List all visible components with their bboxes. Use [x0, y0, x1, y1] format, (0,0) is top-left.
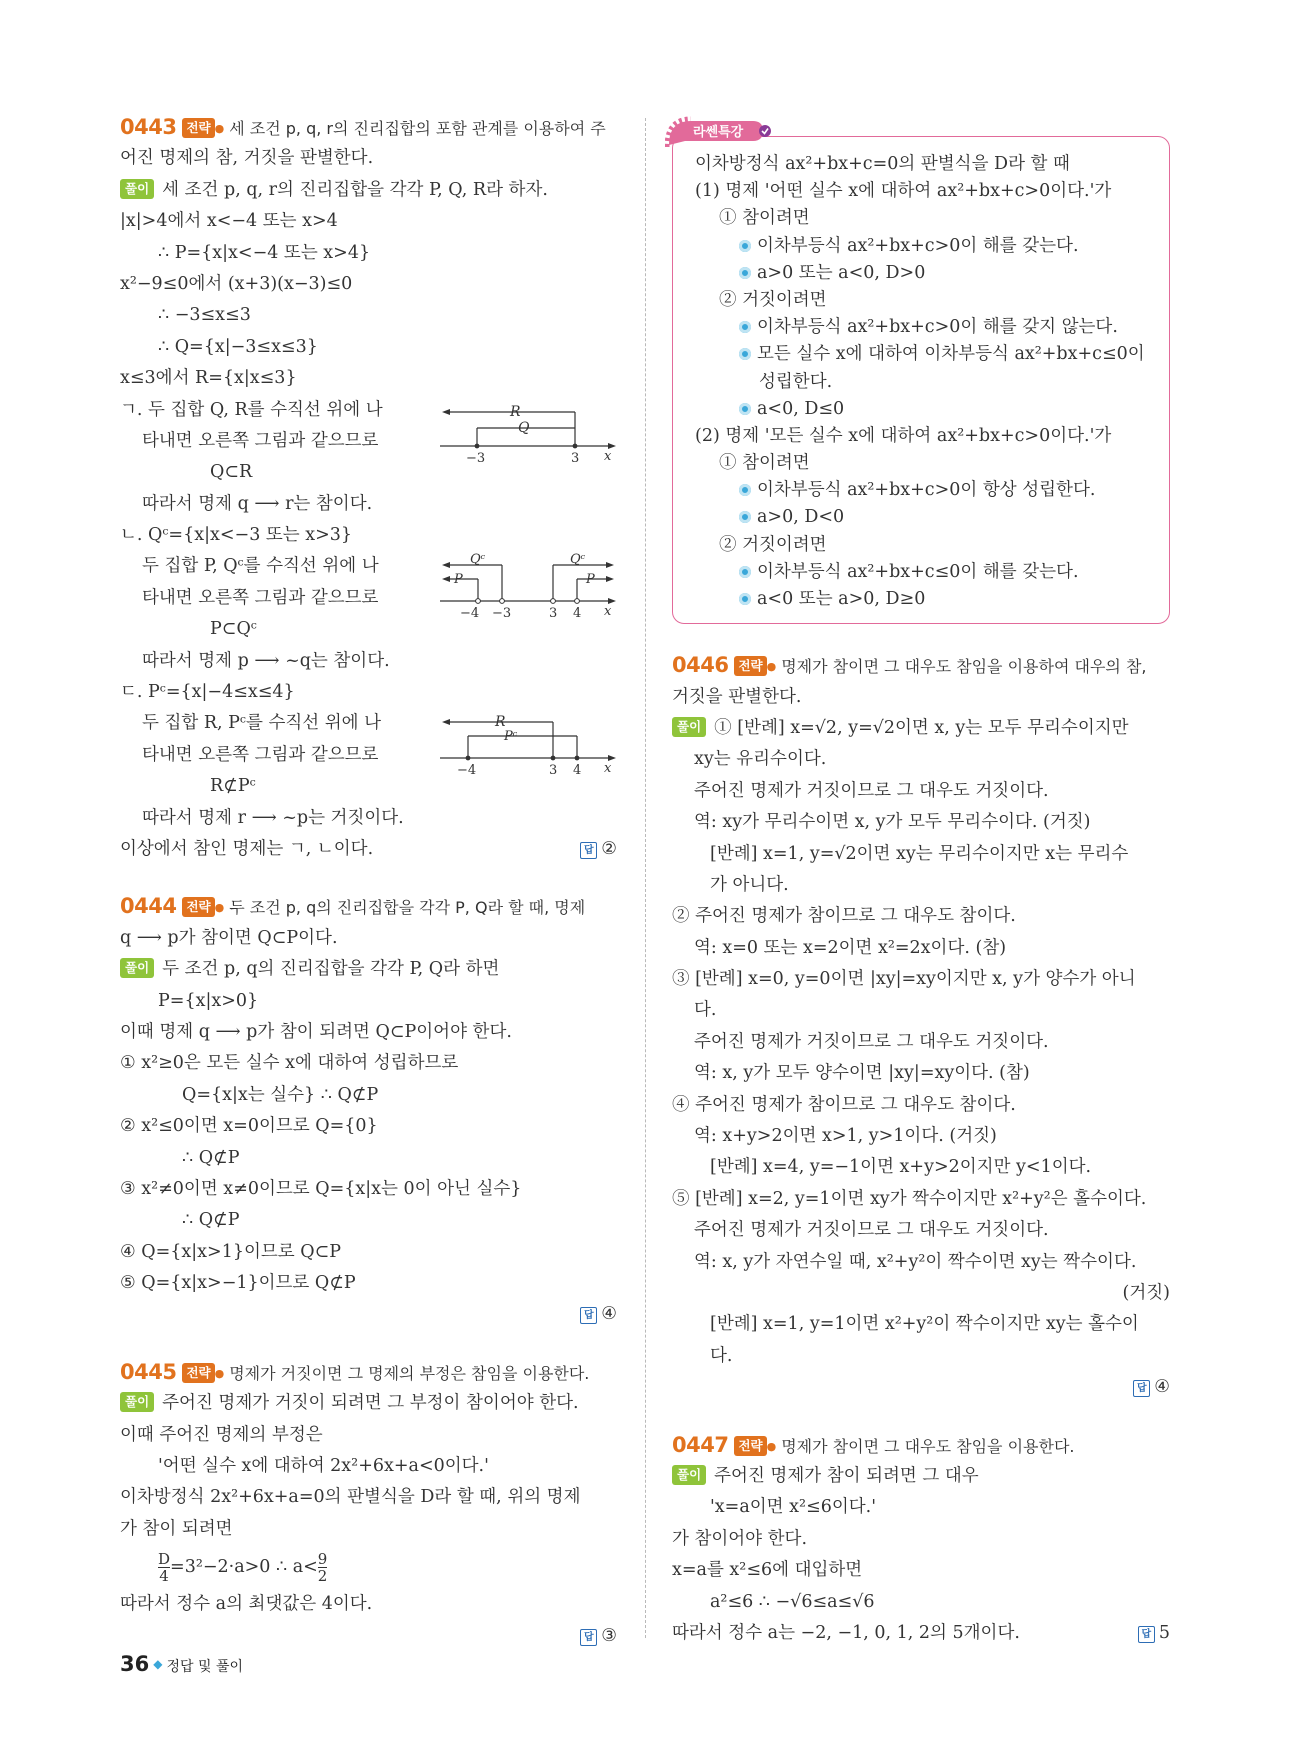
- solution-text: ① [반례] x=√2, y=√2이면 x, y는 모두 무리수이지만: [714, 717, 1129, 738]
- right-line: [672, 744, 1170, 775]
- left-line: [120, 520, 617, 551]
- left-line: [120, 803, 617, 834]
- tip-text: 모든 실수 x에 대하여 이차부등식 ax²+bx+c≤0이: [757, 344, 1145, 365]
- left-line: [120, 1080, 617, 1111]
- line-text: ∴ P={x|x<−4 또는 x>4}: [158, 242, 371, 263]
- left-line: [120, 1205, 617, 1236]
- tip-text: 성립한다.: [759, 371, 833, 392]
- right-line: [672, 1555, 1170, 1586]
- answer-icon: 답: [580, 1629, 597, 1646]
- solution-tag: 풀이: [672, 1465, 706, 1485]
- left-line: [120, 238, 617, 269]
- tip-line: [673, 450, 1169, 477]
- tip-content: [673, 151, 1169, 613]
- left-line: [120, 269, 617, 300]
- tip-line: [673, 341, 1169, 368]
- line-text: a²≤6 ∴ −√6≤a≤√6: [710, 1591, 875, 1612]
- tip-text: 이차방정식 ax²+bx+c=0의 판별식을 D라 할 때: [695, 154, 1070, 174]
- right-line: [672, 713, 1170, 744]
- fraction: [158, 1551, 170, 1584]
- solution-tag: 풀이: [120, 179, 154, 199]
- tip-line: [673, 314, 1169, 341]
- tip-text: (2) 명제 '모든 실수 x에 대하여 ax²+bx+c>0이다.'가: [695, 425, 1112, 446]
- problem-number: 0443: [120, 115, 177, 139]
- left-line: [120, 891, 617, 922]
- line-text: 역: xy가 무리수이면 x, y가 모두 무리수이다. (거짓): [694, 812, 1091, 833]
- left-line: [120, 300, 617, 331]
- strategy-tag: 전략: [182, 897, 214, 917]
- strategy-dot-icon: ●: [214, 901, 225, 915]
- diagram2-tick-4: 4: [573, 606, 582, 621]
- number-line-diagram-2: [440, 553, 620, 623]
- problem-strategy: 명제가 참이면 그 대우도 참임을 이용하여 대우의 참,: [781, 657, 1147, 677]
- line-text: 이차방정식 2x²+6x+a=0의 판별식을 D라 할 때, 위의 명제: [120, 1487, 581, 1508]
- solution-tag: 풀이: [120, 958, 154, 978]
- tip-line: [673, 151, 1169, 178]
- left-line: [120, 1482, 617, 1513]
- answer-value: 5: [1158, 1622, 1170, 1643]
- problem-number: 0444: [120, 894, 177, 919]
- line-text: ㄱ. 두 집합 Q, R를 수직선 위에 나: [120, 399, 383, 420]
- right-line: [672, 1461, 1170, 1492]
- left-line: [120, 1420, 617, 1451]
- line-text: P⊂Qᶜ: [210, 619, 257, 640]
- line-text: 가 참이어야 한다.: [672, 1528, 808, 1549]
- problem-number: 0446: [672, 653, 729, 678]
- line-text: 역: x, y가 모두 양수이면 |xy|=xy이다. (참): [694, 1063, 1030, 1084]
- left-line: [120, 1388, 617, 1419]
- left-line: [120, 1357, 617, 1388]
- line-text: ㄴ. Qᶜ={x|x<−3 또는 x>3}: [120, 525, 353, 546]
- line-text: '어떤 실수 x에 대하여 2x²+6x+a<0이다.': [158, 1456, 489, 1477]
- right-line: [672, 870, 1170, 901]
- tip-line: [673, 532, 1169, 559]
- tip-line: [673, 178, 1169, 205]
- right-line: [672, 1215, 1170, 1246]
- line-text: R⊄Pᶜ: [210, 776, 256, 797]
- solution-tag: 풀이: [672, 717, 706, 737]
- diagram2-label-a: Qᶜ: [470, 553, 486, 567]
- tip-line: [673, 233, 1169, 260]
- line-text: 주어진 명제가 거짓이므로 그 대우도 거짓이다.: [694, 1031, 1049, 1052]
- tip-line: [673, 423, 1169, 450]
- strategy-tag: 전략: [734, 656, 766, 676]
- left-line: [120, 1621, 617, 1652]
- line-text: [반례] x=1, y=√2이면 xy는 무리수이지만 x는 무리수: [710, 843, 1129, 864]
- bullet-icon: [739, 240, 751, 252]
- right-line: [672, 1524, 1170, 1555]
- strategy-tag: 전략: [182, 1363, 214, 1383]
- tip-line: [673, 504, 1169, 531]
- left-line: [120, 1017, 617, 1048]
- line-text: 주어진 명제가 거짓이므로 그 대우도 거짓이다.: [694, 780, 1049, 801]
- left-gap: [120, 1331, 617, 1357]
- page-number: 36: [120, 1652, 150, 1676]
- right-line: [672, 1618, 1170, 1649]
- line-text: q ⟶ p가 참이면 Q⊂P이다.: [120, 927, 338, 948]
- solution-text: 주어진 명제가 거짓이 되려면 그 부정이 참이어야 한다.: [162, 1393, 579, 1414]
- footer-dot-icon: ◆: [153, 1657, 163, 1671]
- line-text: ④ 주어진 명제가 참이므로 그 대우도 참이다.: [672, 1094, 1016, 1115]
- tip-line: [673, 287, 1169, 314]
- right-line: [672, 1184, 1170, 1215]
- left-line: [120, 923, 617, 954]
- left-line: [120, 1174, 617, 1205]
- line-text: 타내면 오른쪽 그림과 같으므로: [142, 430, 379, 451]
- solution-text: 주어진 명제가 참이 되려면 그 대우: [714, 1465, 979, 1486]
- right-line: [672, 933, 1170, 964]
- right-line: [672, 650, 1170, 681]
- tip-line: [673, 396, 1169, 423]
- line-text: |x|>4에서 x<−4 또는 x>4: [120, 211, 338, 232]
- line-text: 역: x=0 또는 x=2이면 x²=2x이다. (참): [694, 937, 1007, 958]
- right-line: [672, 901, 1170, 932]
- problem-number: 0445: [120, 1359, 177, 1384]
- footer-title: 정답 및 풀이: [166, 1659, 243, 1675]
- line-text: ② 주어진 명제가 참이므로 그 대우도 참이다.: [672, 906, 1016, 927]
- line-text: 어진 명제의 참, 거짓을 판별한다.: [120, 148, 374, 169]
- bullet-icon: [739, 566, 751, 578]
- tip-line: [673, 369, 1169, 396]
- right-line: [672, 1372, 1170, 1403]
- fraction: [318, 1551, 328, 1584]
- left-line: [120, 489, 617, 520]
- line-text: ㄷ. Pᶜ={x|−4≤x≤4}: [120, 682, 295, 703]
- diagram2-label-c: Qᶜ: [570, 553, 586, 567]
- right-line: [672, 807, 1170, 838]
- left-line: [120, 986, 617, 1017]
- line-text: 따라서 명제 r ⟶ ~p는 거짓이다.: [142, 807, 404, 828]
- line-text: 두 집합 P, Qᶜ를 수직선 위에 나: [142, 556, 379, 577]
- left-line: [120, 1299, 617, 1330]
- right-gap: [672, 624, 1170, 650]
- number-line-diagram-1: [440, 398, 620, 468]
- line-text: 따라서 명제 p ⟶ ~q는 참이다.: [142, 650, 390, 671]
- answer-icon: 답: [580, 842, 597, 859]
- line-text: 다.: [710, 1345, 733, 1366]
- tip-title-badge: [665, 115, 775, 147]
- bullet-icon: [739, 511, 751, 523]
- line-text: 따라서 정수 a의 최댓값은 4이다.: [120, 1594, 373, 1615]
- tip-box: [672, 125, 1170, 624]
- left-line: [120, 1048, 617, 1079]
- answer: [1123, 1278, 1170, 1309]
- left-line: [120, 1514, 617, 1545]
- answer-icon: 답: [1138, 1626, 1155, 1643]
- tip-text: 이차부등식 ax²+bx+c>0이 해를 갖지 않는다.: [757, 317, 1118, 338]
- tip-line: [673, 586, 1169, 613]
- left-line: [120, 1451, 617, 1482]
- tip-line: [673, 260, 1169, 287]
- right-body: [672, 624, 1170, 1649]
- diagram2-tick-2: −3: [492, 606, 512, 621]
- problem-strategy: 명제가 참이면 그 대우도 참임을 이용한다.: [781, 1436, 1075, 1456]
- page-footer: [120, 1652, 243, 1676]
- line-text: 역: x, y가 자연수일 때, x²+y²이 짝수이면 xy는 짝수이다.: [694, 1251, 1137, 1272]
- bullet-icon: [739, 484, 751, 496]
- strategy-dot-icon: ●: [214, 1366, 225, 1380]
- tip-text: ② 거짓이려면: [719, 289, 827, 310]
- solution-text: 세 조건 p, q, r의 진리집합을 각각 P, Q, R라 하자.: [162, 179, 548, 200]
- right-line: [672, 995, 1170, 1026]
- answer: [580, 1621, 617, 1652]
- line-text: ⑤ [반례] x=2, y=1이면 xy가 짝수이지만 x²+y²은 홀수이다.: [672, 1188, 1147, 1209]
- left-line: [120, 143, 617, 174]
- right-line: [672, 1027, 1170, 1058]
- left-line: [120, 1111, 617, 1142]
- line-text: ③ [반례] x=0, y=0이면 |xy|=xy이지만 x, y가 양수가 아니: [672, 969, 1136, 990]
- diagram3-tick-2: 3: [549, 763, 558, 778]
- right-line: [672, 1152, 1170, 1183]
- right-line: [672, 1121, 1170, 1152]
- right-line: [672, 1309, 1170, 1340]
- line-text: P={x|x>0}: [158, 990, 259, 1011]
- line-text: ∴ −3≤x≤3: [158, 305, 251, 326]
- line-text: 타내면 오른쪽 그림과 같으므로: [142, 744, 379, 765]
- left-line: [120, 646, 617, 677]
- left-line: [120, 1545, 617, 1589]
- line-text: ② x²≤0이면 x=0이므로 Q={0}: [120, 1116, 378, 1137]
- line-text: 가 참이 되려면: [120, 1518, 233, 1539]
- line-text: 두 집합 R, Pᶜ를 수직선 위에 나: [142, 713, 381, 734]
- diagram3-label-a: R: [495, 714, 506, 730]
- answer-icon: 답: [1133, 1380, 1150, 1397]
- problem-strategy: 명제가 거짓이면 그 명제의 부정은 참임을 이용한다.: [229, 1363, 590, 1383]
- tip-line: [673, 205, 1169, 232]
- tip-text: ① 참이려면: [719, 453, 810, 474]
- tip-title-text: 라쎈특강: [693, 125, 744, 140]
- line-text: x²−9≤0에서 (x+3)(x−3)≤0: [120, 273, 353, 294]
- answer: [1138, 1618, 1170, 1649]
- line-text: Q⊂R: [210, 462, 253, 483]
- diagram1-label-r: R: [510, 404, 521, 420]
- left-line: [120, 363, 617, 394]
- answer-icon: 답: [580, 1307, 597, 1324]
- bullet-icon: [739, 403, 751, 415]
- line-text: x=a를 x²≤6에 대입하면: [672, 1560, 863, 1581]
- right-line: [672, 1090, 1170, 1121]
- answer-value: (거짓): [1122, 1283, 1170, 1303]
- diagram1-axis: x: [604, 449, 612, 464]
- left-line: [120, 332, 617, 363]
- tip-text: a>0 또는 a<0, D>0: [757, 262, 926, 283]
- tip-text: 이차부등식 ax²+bx+c>0이 항상 성립한다.: [757, 480, 1096, 501]
- left-column: [120, 112, 617, 1652]
- line-text: 타내면 오른쪽 그림과 같으므로: [142, 587, 379, 608]
- line-text: 이때 명제 q ⟶ p가 참이 되려면 Q⊂P이어야 한다.: [120, 1021, 512, 1042]
- fraction-expression: =3²−2·a>0 ∴ a<: [170, 1557, 318, 1578]
- left-line: [120, 175, 617, 206]
- diagram1-tick-2: 3: [571, 451, 580, 466]
- tip-line: [673, 477, 1169, 504]
- answer: [580, 1299, 617, 1330]
- diagram2-label-d: P: [586, 572, 595, 587]
- line-text: Q={x|x는 실수} ∴ Q⊄P: [182, 1084, 379, 1105]
- line-text: xy는 유리수이다.: [694, 749, 827, 770]
- bullet-icon: [739, 267, 751, 279]
- answer-value: ③: [601, 1625, 617, 1646]
- line-text: ④ Q={x|x>1}이므로 Q⊂P: [120, 1241, 342, 1262]
- strategy-dot-icon: ●: [214, 122, 225, 135]
- right-column: [672, 112, 1170, 1649]
- strategy-dot-icon: ●: [766, 1439, 777, 1453]
- right-line: [672, 1587, 1170, 1618]
- diagram2-label-b: P: [454, 572, 463, 587]
- line-text: 역: x+y>2이면 x>1, y>1이다. (거짓): [694, 1126, 997, 1147]
- fraction-denominator: 4: [159, 1567, 169, 1586]
- line-text: 주어진 명제가 거짓이므로 그 대우도 거짓이다.: [694, 1220, 1049, 1241]
- bullet-icon: [739, 321, 751, 333]
- left-line: [120, 954, 617, 985]
- strategy-tag: 전략: [182, 118, 214, 138]
- line-text: ∴ Q={x|−3≤x≤3}: [158, 336, 318, 357]
- problem-strategy: 두 조건 p, q의 진리집합을 각각 P, Q라 할 때, 명제: [229, 898, 586, 918]
- diagram3-tick-3: 4: [573, 763, 582, 778]
- line-text: 'x=a이면 x²≤6이다.': [710, 1497, 877, 1518]
- left-line: [120, 1143, 617, 1174]
- right-line: [672, 1341, 1170, 1372]
- solution-tag: 풀이: [120, 1392, 154, 1412]
- diagram2-tick-3: 3: [549, 606, 558, 621]
- right-line: [672, 776, 1170, 807]
- tip-text: a<0, D≤0: [757, 398, 845, 419]
- diagram2-tick-1: −4: [460, 606, 480, 621]
- right-line: [672, 1278, 1170, 1309]
- solution-text: 두 조건 p, q의 진리집합을 각각 P, Q라 하면: [162, 959, 500, 980]
- strategy-tag: 전략: [734, 1436, 766, 1456]
- right-gap: [672, 1404, 1170, 1430]
- line-text: [반례] x=1, y=1이면 x²+y²이 짝수이지만 xy는 홀수이: [710, 1314, 1139, 1335]
- bullet-icon: [739, 593, 751, 605]
- left-line: [120, 1268, 617, 1299]
- strategy-dot-icon: ●: [766, 660, 777, 674]
- line-text: [반례] x=4, y=−1이면 x+y>2이지만 y<1이다.: [710, 1157, 1092, 1178]
- right-line: [672, 839, 1170, 870]
- right-line: [672, 1430, 1170, 1461]
- right-line: [672, 1247, 1170, 1278]
- line-text: ∴ Q⊄P: [182, 1210, 240, 1231]
- diagram1-tick-1: −3: [466, 451, 486, 466]
- tip-line: [673, 559, 1169, 586]
- right-line: [672, 1058, 1170, 1089]
- tip-text: a>0, D<0: [757, 507, 845, 528]
- tip-text: ① 참이려면: [719, 208, 810, 229]
- line-text: 거짓을 판별한다.: [672, 686, 802, 707]
- right-line: [672, 1492, 1170, 1523]
- fraction-numerator: D: [158, 1550, 171, 1569]
- diagram3-label-b: Pᶜ: [504, 729, 518, 744]
- tip-text: (1) 명제 '어떤 실수 x에 대하여 ax²+bx+c>0이다.'가: [695, 181, 1112, 202]
- line-text: 이때 주어진 명제의 부정은: [120, 1424, 323, 1445]
- answer-value: ④: [601, 1304, 617, 1325]
- left-line: [120, 1589, 617, 1620]
- line-text: ③ x²≠0이면 x≠0이므로 Q={x|x는 0이 아닌 실수}: [120, 1178, 522, 1199]
- answer: [1133, 1372, 1170, 1403]
- diagram2-axis: x: [604, 604, 612, 619]
- line-text: 따라서 명제 q ⟶ r는 참이다.: [142, 493, 373, 514]
- line-text: ① x²≥0은 모든 실수 x에 대하여 성립하므로: [120, 1053, 459, 1074]
- column-divider: [645, 118, 646, 1638]
- line-text: 다.: [694, 1000, 717, 1021]
- diagram3-axis: x: [604, 761, 612, 776]
- fraction-numerator: 9: [317, 1550, 328, 1569]
- problem-strategy: 세 조건 p, q, r의 진리집합의 포함 관계를 이용하여 주: [229, 119, 606, 138]
- left-gap: [120, 865, 617, 891]
- left-line: [120, 206, 617, 237]
- answer: [580, 834, 617, 865]
- answer-value: ②: [601, 838, 617, 859]
- tip-text: 이차부등식 ax²+bx+c≤0이 해를 갖는다.: [757, 561, 1079, 582]
- problem-number: 0447: [672, 1432, 729, 1457]
- left-line: [120, 112, 617, 143]
- left-line: [120, 834, 617, 865]
- line-text: 가 아니다.: [710, 874, 789, 895]
- fraction-denominator: 2: [317, 1567, 328, 1586]
- number-line-diagram-3: [440, 710, 620, 780]
- left-line: [120, 1237, 617, 1268]
- right-line: [672, 964, 1170, 995]
- bullet-icon: [739, 348, 751, 360]
- line-text: x≤3에서 R={x|x≤3}: [120, 368, 297, 389]
- left-line: [120, 677, 617, 708]
- line-text: ∴ Q⊄P: [182, 1147, 240, 1168]
- tip-text: ② 거짓이려면: [719, 534, 827, 555]
- diagram3-tick-1: −4: [457, 763, 477, 778]
- answer-value: ④: [1154, 1377, 1170, 1398]
- right-line: [672, 682, 1170, 713]
- tip-text: 이차부등식 ax²+bx+c>0이 해를 갖는다.: [757, 235, 1079, 256]
- line-text: 이상에서 참인 명제는 ㄱ, ㄴ이다.: [120, 838, 374, 859]
- diagram1-label-q: Q: [518, 420, 530, 436]
- tip-text: a<0 또는 a>0, D≥0: [757, 589, 926, 609]
- line-text: ⑤ Q={x|x>−1}이므로 Q⊄P: [120, 1273, 356, 1294]
- line-text: 따라서 정수 a는 −2, −1, 0, 1, 2의 5개이다.: [672, 1622, 1020, 1643]
